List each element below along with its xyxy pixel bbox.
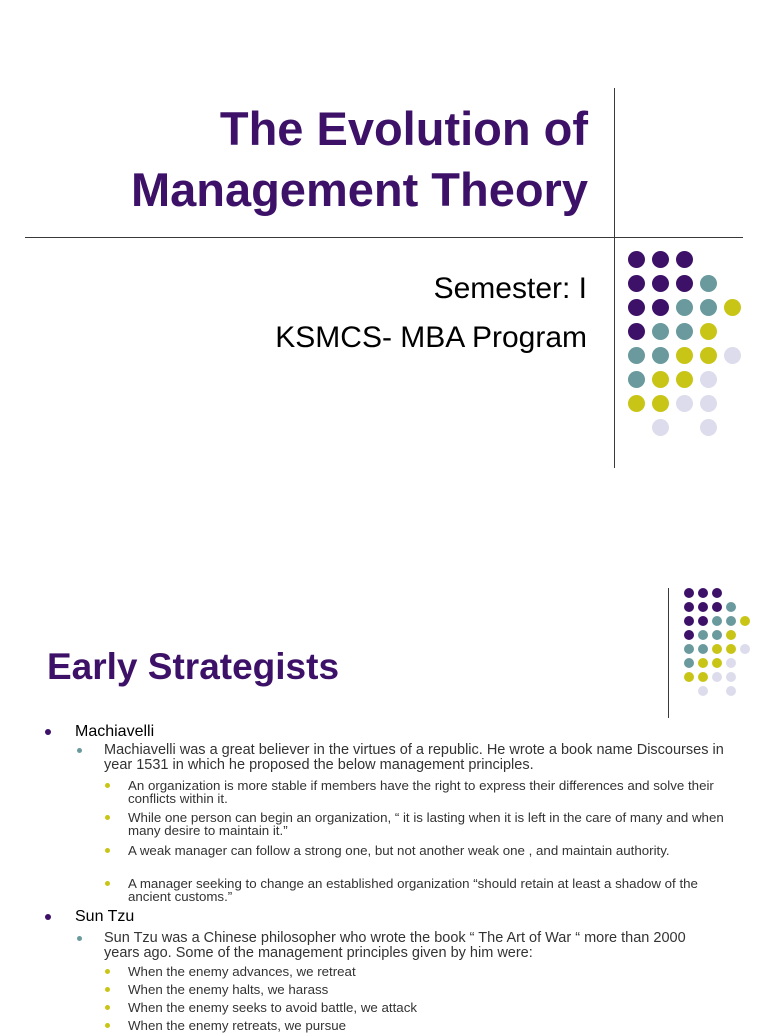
list-item xyxy=(128,1019,728,1032)
decorative-dot xyxy=(676,395,693,412)
decorative-dot xyxy=(628,299,645,316)
slide-subtitle xyxy=(87,264,587,362)
bullet-icon xyxy=(105,815,110,820)
section-description: Machiavelli was a great believer in the virtues of a republic. He wrote a book name Discourses in year 1531 in which he proposed the below management principles. xyxy=(104,742,724,773)
decorative-dot xyxy=(698,658,708,668)
decorative-dot xyxy=(700,275,717,292)
decorative-dot xyxy=(700,419,717,436)
bullet-icon xyxy=(45,914,51,920)
decorative-dot xyxy=(712,658,722,668)
decorative-dot xyxy=(684,588,694,598)
decorative-dot xyxy=(628,347,645,364)
decorative-dot xyxy=(676,323,693,340)
decorative-dot xyxy=(628,395,645,412)
decorative-dot xyxy=(684,616,694,626)
subtitle-program: KSMCS- MBA Program xyxy=(275,321,587,354)
list-item xyxy=(104,743,724,773)
decorative-dot xyxy=(724,299,741,316)
list-item xyxy=(104,931,724,961)
decorative-dot xyxy=(700,395,717,412)
decorative-dot xyxy=(698,644,708,654)
decorative-dot xyxy=(740,616,750,626)
point-text: An organization is more stable if members have the right to express their differences and solve their conflicts within it. xyxy=(128,778,714,806)
decorative-dot xyxy=(712,602,722,612)
section-heading: Sun Tzu xyxy=(75,908,135,925)
decorative-dot xyxy=(700,347,717,364)
point-text: While one person can begin an organization, “ it is lasting when it is left in the care of many and when many desire to maintain it.” xyxy=(128,810,724,838)
decorative-dot xyxy=(628,371,645,388)
content-slide xyxy=(0,520,768,1033)
decorative-dot xyxy=(676,251,693,268)
decorative-dot xyxy=(724,347,741,364)
decorative-dot xyxy=(652,395,669,412)
point-text: When the enemy retreats, we pursue xyxy=(128,1018,347,1033)
list-item xyxy=(75,908,134,926)
decorative-dot xyxy=(698,630,708,640)
decorative-dot xyxy=(712,588,722,598)
decorative-dot xyxy=(712,630,722,640)
list-item xyxy=(75,723,154,741)
bullet-icon xyxy=(105,987,110,992)
decorative-dot xyxy=(700,323,717,340)
decorative-dot xyxy=(698,588,708,598)
decorative-dot xyxy=(700,371,717,388)
decorative-dot xyxy=(652,251,669,268)
decorative-dot xyxy=(652,347,669,364)
decorative-dot xyxy=(726,616,736,626)
decorative-dot xyxy=(740,644,750,654)
decorative-dot xyxy=(628,275,645,292)
decorative-dot xyxy=(726,644,736,654)
list-item xyxy=(128,811,728,837)
decorative-dot xyxy=(700,299,717,316)
title-line-2: Management Theory xyxy=(130,163,588,216)
decorative-dot xyxy=(726,602,736,612)
decorative-dot xyxy=(726,686,736,696)
bullet-icon xyxy=(105,969,110,974)
horizontal-divider xyxy=(25,237,743,238)
section-description: Sun Tzu was a Chinese philosopher who wrote the book “ The Art of War “ more than 2000 years ago. Some of the management principles given by him were: xyxy=(104,930,686,961)
list-item xyxy=(128,1001,728,1014)
decorative-dot xyxy=(628,251,645,268)
list-item xyxy=(128,877,728,903)
decorative-dot xyxy=(684,672,694,682)
decorative-dot xyxy=(676,299,693,316)
list-item xyxy=(128,983,728,996)
slide-title xyxy=(8,98,588,220)
decorative-dot xyxy=(712,672,722,682)
point-text: When the enemy advances, we retreat xyxy=(128,964,356,979)
decorative-dot xyxy=(652,371,669,388)
decorative-dot xyxy=(676,347,693,364)
slide-title: Early Strategists xyxy=(47,646,340,687)
bullet-icon xyxy=(77,748,82,753)
vertical-divider xyxy=(614,88,615,468)
decorative-dot xyxy=(726,672,736,682)
decorative-dot xyxy=(652,419,669,436)
decorative-dot xyxy=(684,602,694,612)
decorative-dot xyxy=(726,658,736,668)
decorative-dot xyxy=(652,299,669,316)
point-text: When the enemy halts, we harass xyxy=(128,982,329,997)
list-item xyxy=(128,779,728,805)
decorative-dot xyxy=(676,275,693,292)
decorative-dot xyxy=(712,616,722,626)
bullet-icon xyxy=(105,783,110,788)
bullet-icon xyxy=(45,729,51,735)
decorative-dot xyxy=(684,644,694,654)
title-line-1: The Evolution of xyxy=(219,102,588,155)
decorative-dot xyxy=(652,275,669,292)
bullet-icon xyxy=(105,881,110,886)
section-heading: Machiavelli xyxy=(75,723,155,740)
bullet-icon xyxy=(77,936,82,941)
decorative-dot xyxy=(698,616,708,626)
list-item xyxy=(128,844,728,857)
decorative-dot xyxy=(698,672,708,682)
subtitle-semester: Semester: I xyxy=(433,272,587,305)
decorative-dot xyxy=(726,630,736,640)
bullet-icon xyxy=(105,1005,110,1010)
decorative-dot xyxy=(652,323,669,340)
bullet-icon xyxy=(105,1023,110,1028)
point-text: A weak manager can follow a strong one, but not another weak one , and maintain authority. xyxy=(128,843,670,858)
point-text: A manager seeking to change an established organization “should retain at least a shadow of the ancient customs.” xyxy=(128,876,698,904)
decorative-dot xyxy=(628,323,645,340)
decorative-dot xyxy=(684,630,694,640)
decorative-dot xyxy=(712,644,722,654)
decorative-dot xyxy=(698,686,708,696)
vertical-divider xyxy=(668,588,669,718)
list-item xyxy=(128,965,728,978)
bullet-icon xyxy=(105,848,110,853)
decorative-dot xyxy=(676,371,693,388)
decorative-dot xyxy=(684,658,694,668)
point-text: When the enemy seeks to avoid battle, we attack xyxy=(128,1000,417,1015)
decorative-dot xyxy=(698,602,708,612)
